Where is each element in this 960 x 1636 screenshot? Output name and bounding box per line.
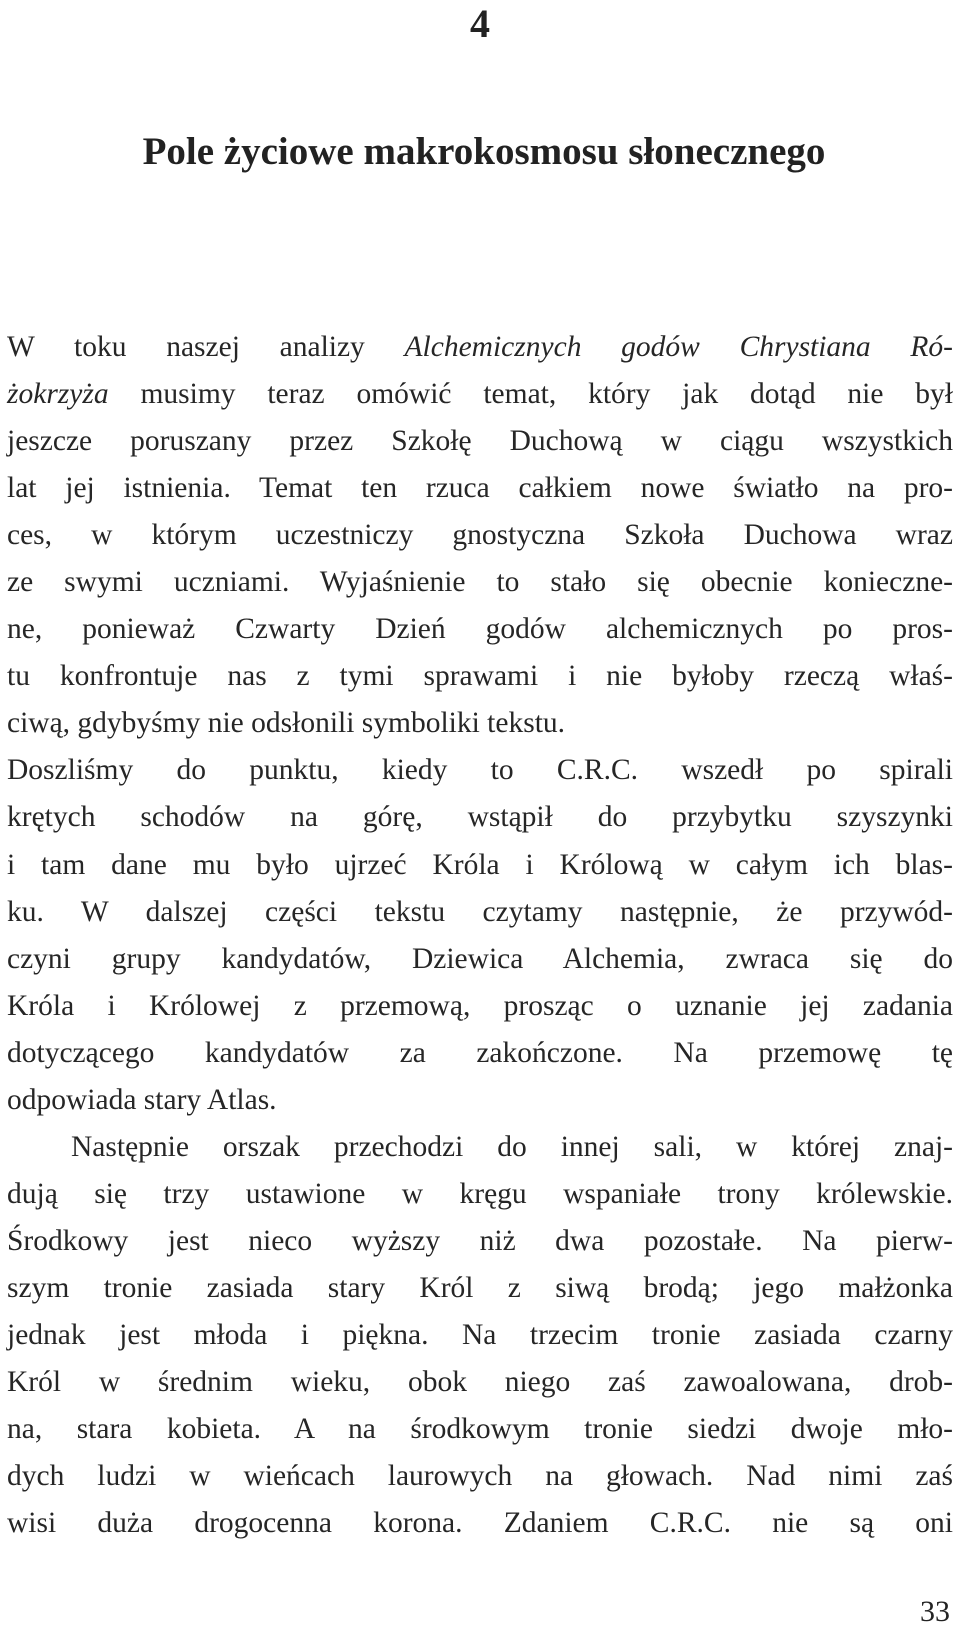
chapter-title: Pole życiowe makrokosmosu słonecznego bbox=[142, 130, 826, 173]
text-line bbox=[7, 1359, 953, 1406]
text-line bbox=[7, 842, 953, 889]
text-line bbox=[7, 700, 953, 747]
text-segment: Króla i Królowej z przemową, prosząc o uznanie jej zadania bbox=[7, 989, 953, 1022]
text-line bbox=[7, 418, 953, 465]
text-segment: jednak jest młoda i piękna. Na trzecim tronie zasiada czarny bbox=[7, 1318, 953, 1351]
text-line bbox=[7, 653, 953, 700]
text-segment: wisi duża drogocenna korona. Zdaniem C.R.C. nie są oni bbox=[7, 1507, 953, 1540]
text-line bbox=[7, 606, 953, 653]
paragraph bbox=[7, 747, 953, 1123]
text-segment: lat jej istnienia. Temat ten rzuca całkiem nowe światło na pro- bbox=[7, 472, 953, 505]
text-line bbox=[7, 794, 953, 841]
text-line bbox=[7, 324, 953, 371]
text-segment: ciwą, gdybyśmy nie odsłonili symboliki tekstu. bbox=[7, 707, 566, 740]
paragraph bbox=[7, 324, 953, 747]
italic-text: Alchemicznych godów Chrystiana Ró- bbox=[404, 331, 953, 363]
text-segment: ne, ponieważ Czwarty Dzień godów alchemicznych po pros- bbox=[7, 613, 953, 646]
text-segment: krętych schodów na górę, wstąpił do przybytku szyszynki bbox=[7, 801, 953, 834]
text-segment: W toku naszej analizy bbox=[7, 331, 405, 363]
text-line bbox=[7, 936, 953, 983]
text-line bbox=[7, 1500, 953, 1547]
text-segment: czyni grupy kandydatów, Dziewica Alchemia, zwraca się do bbox=[7, 942, 953, 975]
text-line bbox=[7, 1077, 953, 1124]
body-text bbox=[7, 324, 953, 1547]
text-segment: i tam dane mu było ujrzeć Króla i Królową w całym ich blas- bbox=[7, 848, 953, 881]
text-line bbox=[7, 1312, 953, 1359]
text-line bbox=[7, 1030, 953, 1077]
text-segment: ces, w którym uczestniczy gnostyczna Szkoła Duchowa wraz bbox=[7, 519, 953, 552]
text-segment: jeszcze poruszany przez Szkołę Duchową w ciągu wszystkich bbox=[7, 425, 953, 458]
chapter-number: 4 bbox=[470, 1, 490, 46]
text-segment: Środkowy jest nieco wyższy niż dwa pozostałe. Na pierw- bbox=[7, 1224, 953, 1257]
text-line bbox=[7, 1453, 953, 1500]
text-line bbox=[7, 747, 953, 794]
text-line bbox=[7, 512, 953, 559]
text-segment: dotyczącego kandydatów za zakończone. Na przemowę tę bbox=[7, 1036, 953, 1069]
text-segment: Doszliśmy do punktu, kiedy to C.R.C. wszedł po spirali bbox=[7, 754, 953, 787]
text-segment: tu konfrontuje nas z tymi sprawami i nie byłoby rzeczą właś- bbox=[7, 660, 953, 693]
text-line bbox=[7, 465, 953, 512]
text-segment: Następnie orszak przechodzi do innej sali, w której znaj- bbox=[71, 1130, 953, 1163]
text-line bbox=[7, 1171, 953, 1218]
text-line bbox=[7, 1124, 953, 1171]
paragraph bbox=[7, 1124, 953, 1547]
text-line bbox=[7, 559, 953, 606]
text-segment: dych ludzi w wieńcach laurowych na głowach. Nad nimi zaś bbox=[7, 1460, 953, 1493]
text-segment: na, stara kobieta. A na środkowym tronie siedzi dwoje mło- bbox=[7, 1413, 953, 1446]
text-segment: ze swymi uczniami. Wyjaśnienie to stało się obecnie konieczne- bbox=[7, 566, 953, 599]
text-line bbox=[7, 889, 953, 936]
text-line bbox=[7, 1406, 953, 1453]
text-segment: dują się trzy ustawione w kręgu wspaniałe trony królewskie. bbox=[7, 1177, 953, 1210]
italic-text: żokrzyża bbox=[7, 378, 109, 411]
text-segment: musimy teraz omówić temat, który jak dotąd nie był bbox=[108, 378, 953, 411]
text-segment: odpowiada stary Atlas. bbox=[7, 1083, 277, 1116]
text-line bbox=[7, 983, 953, 1030]
text-segment: ku. W dalszej części tekstu czytamy następnie, że przywód- bbox=[7, 895, 953, 928]
text-segment: szym tronie zasiada stary Król z siwą brodą; jego małżonka bbox=[7, 1271, 953, 1304]
text-line bbox=[7, 1265, 953, 1312]
text-line bbox=[7, 371, 953, 418]
text-segment: Król w średnim wieku, obok niego zaś zawoalowana, drob- bbox=[7, 1366, 953, 1399]
page-number: 33 bbox=[920, 1595, 950, 1628]
text-line bbox=[7, 1218, 953, 1265]
